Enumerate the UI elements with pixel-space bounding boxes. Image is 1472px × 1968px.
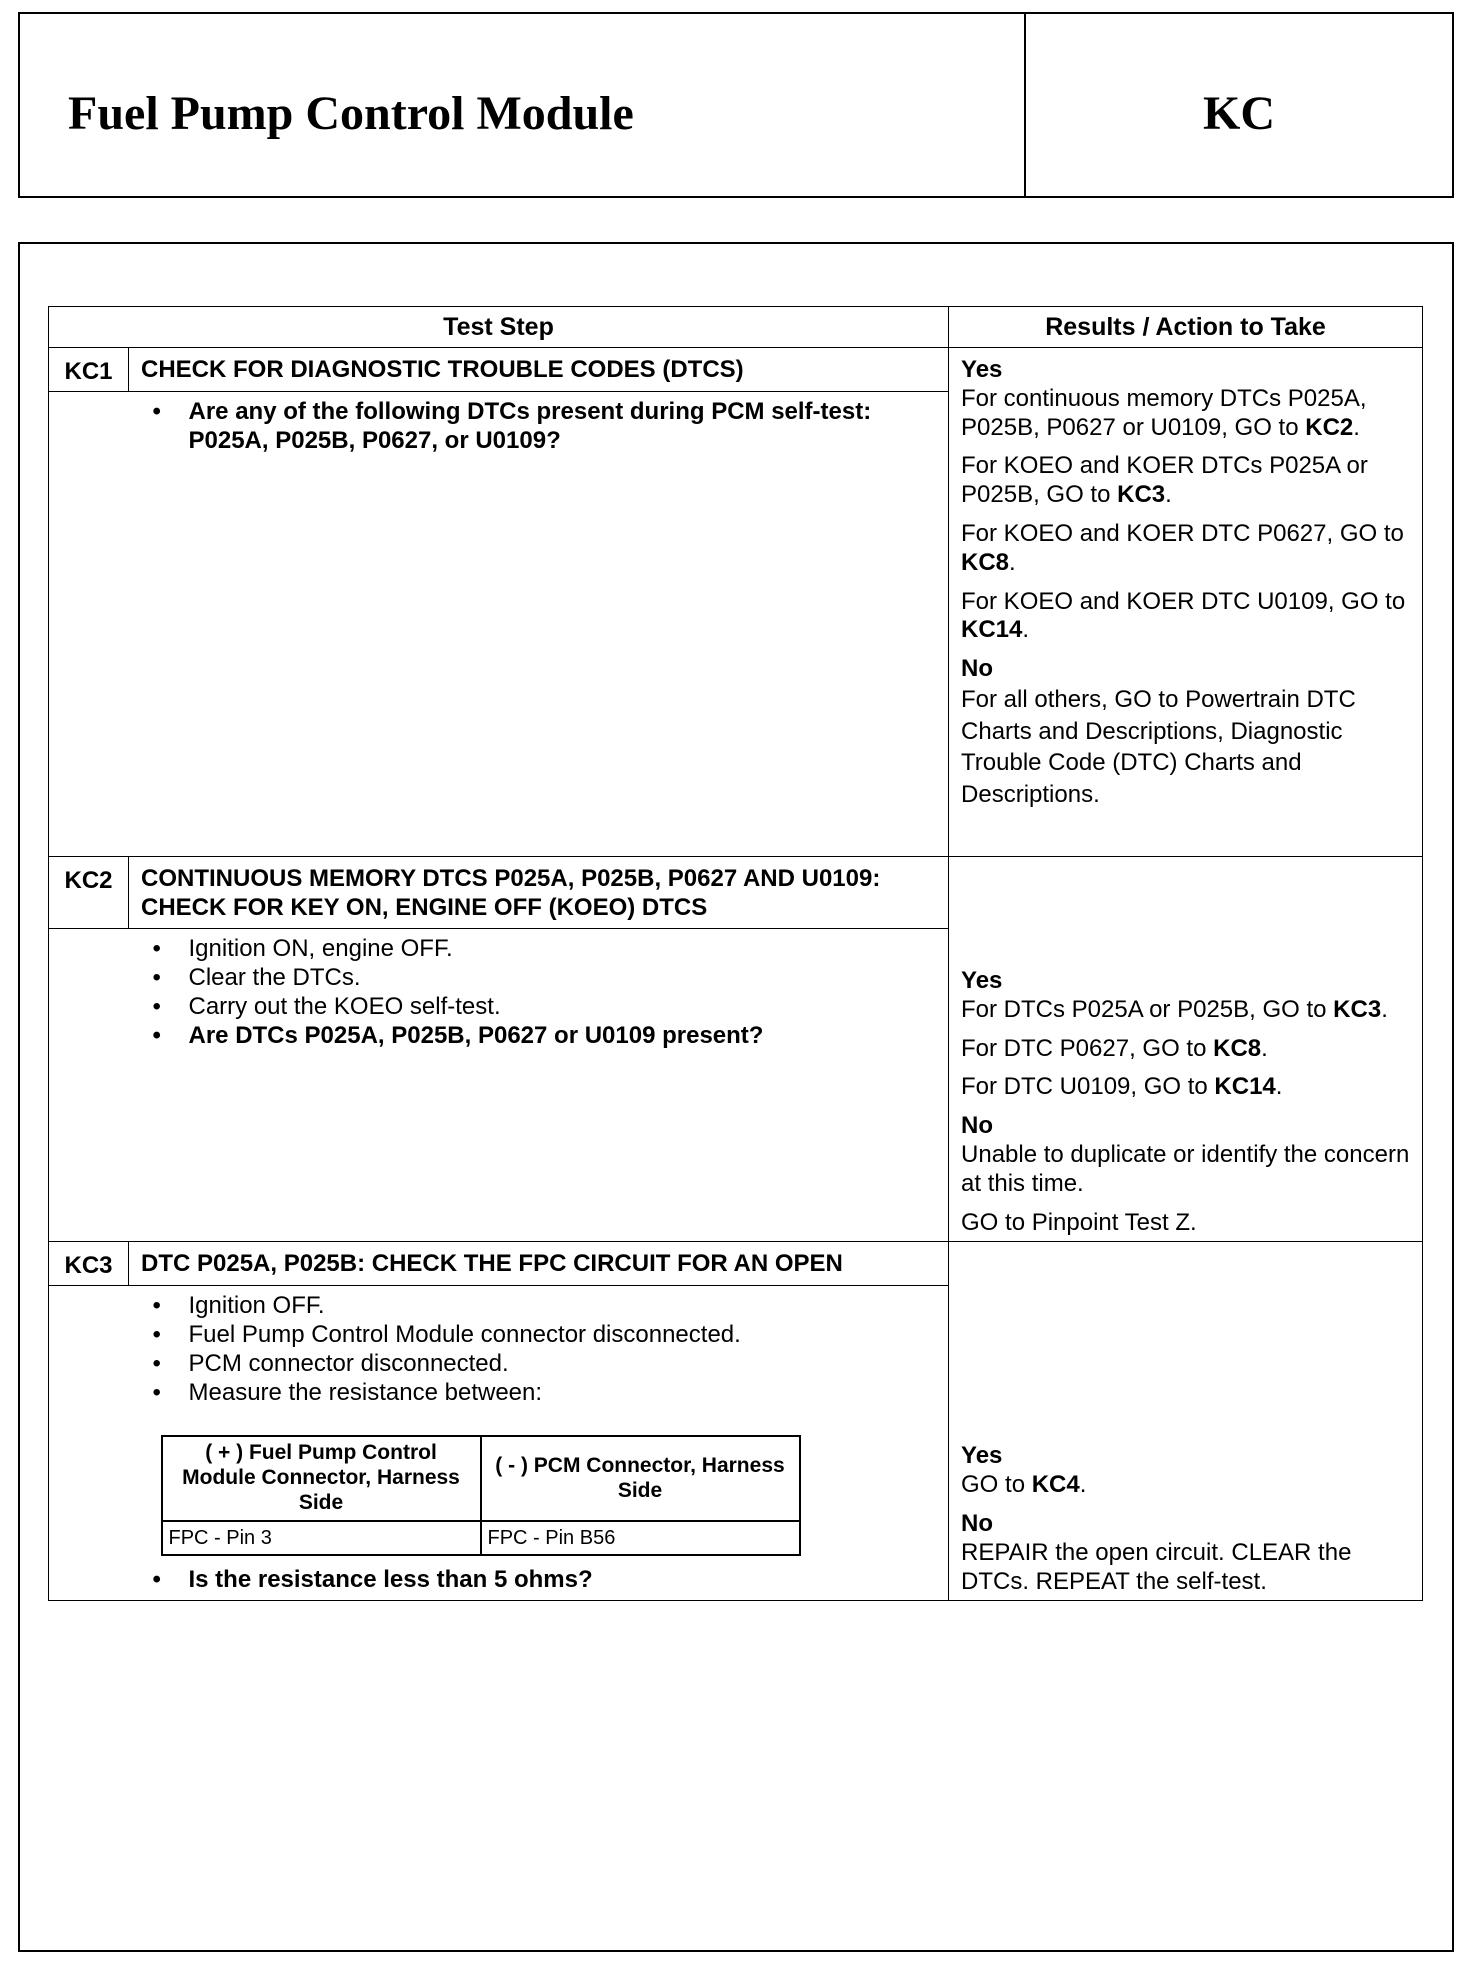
step-instruction: • Ignition OFF. (152, 1292, 325, 1320)
result-text: For DTCs P025A or P025B, GO to (961, 995, 1334, 1023)
step-row-kc1 (49, 348, 1423, 392)
step-title: CHECK FOR DIAGNOSTIC TROUBLE CODES (DTCS) (129, 348, 949, 392)
step-body-spacer (49, 391, 129, 856)
step-question: • Are DTCs P025A, P025B, P0627 or U0109 present? (152, 1021, 764, 1049)
result-text: For DTC P0627, GO to (961, 1034, 1214, 1062)
step-title: CONTINUOUS MEMORY DTCS P025A, P025B, P0627 AND U0109: CHECK FOR KEY ON, ENGINE OFF (KOEO) DTCS (129, 856, 949, 929)
step-instruction: • Fuel Pump Control Module connector disconnected. (152, 1320, 741, 1348)
result-text: For KOEO and KOER DTC P0627, GO to (961, 519, 1404, 547)
step-title: DTC P025A, P025B: CHECK THE FPC CIRCUIT FOR AN OPEN (129, 1242, 949, 1286)
no-label: No (961, 1112, 994, 1140)
step-body (129, 1286, 949, 1601)
step-reference: KC14 (1214, 1073, 1276, 1101)
result-text: Unable to duplicate or identify the concern at this time. (961, 1141, 1410, 1197)
step-results: Yes For DTCs P025A or P025B, GO to KC3. For DTC P0627, GO to KC8. For DTC U0109, GO to KC14. No Unable to duplicate or identify the concern at this time. GO to Pinpoint Test Z. (949, 856, 1423, 1242)
yes-label: Yes (961, 356, 1003, 383)
step-body-spacer (49, 929, 129, 1242)
section-code: KC (1203, 87, 1275, 140)
step-body (129, 929, 949, 1242)
result-text: For KOEO and KOER DTC U0109, GO to (961, 587, 1406, 615)
step-question: • Is the resistance less than 5 ohms? (152, 1565, 593, 1593)
step-reference: KC3 (1333, 995, 1382, 1023)
meas-header-positive: ( + ) Fuel Pump Control Module Connector, Harness Side (162, 1436, 481, 1520)
yes-label: Yes (961, 967, 1003, 995)
col-header-test-step: Test Step (49, 307, 949, 348)
step-results: Yes For continuous memory DTCs P025A, P025B, P0627 or U0109, GO to KC2. For KOEO and KOER DTCs P025A or P025B, GO to KC3. For KOEO and KOER DTC P0627, GO to KC8. For KOEO and KOER DTC U0109, GO to KC14. No For all others, GO to Powertrain DTC Charts and Descriptions, Diagnostic Trouble Code (DTC) Charts and Descriptions. (949, 348, 1423, 857)
step-instruction: • Clear the DTCs. (152, 964, 361, 992)
step-id: KC1 (49, 348, 129, 392)
col-header-results: Results / Action to Take (949, 307, 1423, 348)
meas-value-positive: FPC - Pin 3 (162, 1521, 481, 1555)
result-text: For DTC U0109, GO to (961, 1073, 1215, 1101)
result-text: For continuous memory DTCs P025A, P025B, P0627 or U0109, GO to (961, 384, 1367, 441)
step-reference: KC14 (961, 616, 1023, 644)
result-text: For KOEO and KOER DTCs P025A or P025B, GO to (961, 452, 1368, 509)
step-id: KC3 (49, 1242, 129, 1286)
step-reference: KC8 (1213, 1034, 1262, 1062)
step-reference: KC2 (1305, 413, 1354, 441)
step-body (129, 391, 949, 856)
page-header (18, 12, 1454, 198)
step-row-kc2 (49, 856, 1423, 929)
page-title: Fuel Pump Control Module (68, 87, 634, 140)
step-question: • Are any of the following DTCs present during PCM self-test: P025A, P025B, P0627, or U0109? (152, 397, 872, 454)
result-text: GO to (961, 1471, 1032, 1499)
no-label: No (961, 655, 994, 683)
step-id: KC2 (49, 856, 129, 929)
step-reference: KC8 (961, 548, 1010, 576)
pinpoint-test-table (48, 306, 1423, 1601)
yes-label: Yes (961, 1442, 1003, 1470)
no-label: No (961, 1510, 994, 1538)
result-text: For all others, GO to Powertrain DTC Charts and Descriptions, Diagnostic Trouble Code (DTC) Charts and Descriptions. (961, 685, 1356, 808)
step-reference: KC4 (1031, 1471, 1080, 1499)
meas-header-negative: ( - ) PCM Connector, Harness Side (481, 1436, 800, 1520)
step-instruction: • Carry out the KOEO self-test. (152, 992, 501, 1020)
step-instruction: • Ignition ON, engine OFF. (152, 935, 453, 963)
result-text: REPAIR the open circuit. CLEAR the DTCs. REPEAT the self-test. (961, 1538, 1352, 1595)
step-results: Yes GO to KC4. No REPAIR the open circuit. CLEAR the DTCs. REPEAT the self-test. (949, 1242, 1423, 1601)
step-row-kc3 (49, 1242, 1423, 1286)
result-text: GO to Pinpoint Test Z. (961, 1208, 1197, 1236)
meas-value-negative: FPC - Pin B56 (481, 1521, 800, 1555)
step-body-spacer (49, 1286, 129, 1601)
measurement-table (161, 1435, 801, 1555)
step-instruction: • Measure the resistance between: (152, 1378, 543, 1406)
step-instruction: • PCM connector disconnected. (152, 1349, 509, 1377)
step-reference: KC3 (1117, 481, 1166, 509)
